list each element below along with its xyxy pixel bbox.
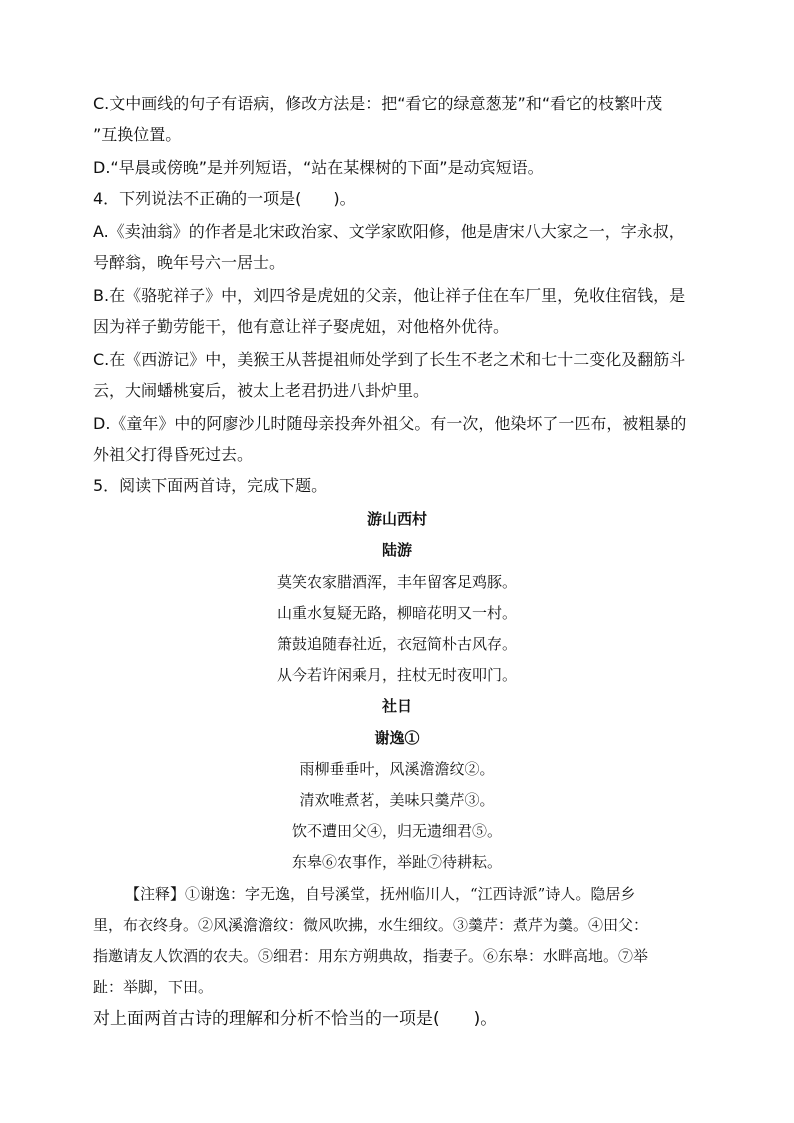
q4-option-a-line-1: A.《卖油翁》的作者是北宋政治家、文学家欧阳修，他是唐宋八大家之一，字永叔， bbox=[93, 222, 685, 241]
option-c-line-1: C.文中画线的句子有语病，修改方法是：把“看它的绿意葱茏”和“看它的枝繁叶茂 bbox=[93, 94, 663, 113]
poem-2-author: 谢逸① bbox=[374, 729, 420, 747]
option-c-line-2: ”互换位置。 bbox=[93, 125, 182, 144]
poem-1-verse: 从今若许闲乘月，拄杖无时夜叩门。 bbox=[276, 666, 517, 684]
poem-1-author: 陆游 bbox=[381, 541, 412, 559]
annotation-line-1: 【注释】①谢逸：字无逸，自号溪堂，抚州临川人，“江西诗派”诗人。隐居乡 bbox=[125, 885, 636, 903]
q4-option-d-line-1: D.《童年》中的阿廖沙儿时随母亲投奔外祖父。有一次，他染坏了一匹布，被粗暴的 bbox=[93, 414, 687, 433]
poem-1-verse: 箫鼓追随春社近，衣冠简朴古风存。 bbox=[276, 635, 517, 653]
poem-2-title: 社日 bbox=[381, 697, 412, 715]
q4-option-b-line-1: B.在《骆驼祥子》中，刘四爷是虎妞的父亲，他让祥子住在车厂里，免收住宿钱，是 bbox=[93, 286, 686, 305]
poem-2-verse: 清欢唯煮茗，美味只羹芹③。 bbox=[299, 791, 495, 809]
poem-2-verse: 东皋⑥农事作，举趾⑦待耕耘。 bbox=[291, 853, 502, 871]
option-d-line: D.“早晨或傍晚”是并列短语，“站在某棵树的下面”是动宾短语。 bbox=[93, 158, 544, 177]
question-5-stem: 5．阅读下面两首诗，完成下题。 bbox=[93, 476, 328, 495]
poem-1-verse: 莫笑农家腊酒浑，丰年留客足鸡豚。 bbox=[276, 573, 517, 591]
poem-1-verse: 山重水复疑无路，柳暗花明又一村。 bbox=[276, 604, 517, 622]
question-4-stem: 4．下列说法不正确的一项是( )。 bbox=[93, 189, 356, 208]
q4-option-b-line-2: 因为祥子勤劳能干，他有意让祥子娶虎妞，对他格外优待。 bbox=[93, 317, 510, 336]
question-5-prompt: 对上面两首古诗的理解和分析不恰当的一项是( )。 bbox=[93, 1009, 498, 1029]
poem-2-verse: 雨柳垂垂叶，风溪澹澹纹②。 bbox=[299, 760, 495, 778]
q4-option-c-line-1: C.在《西游记》中，美猴王从菩提祖师处学到了长生不老之术和七十二变化及翻筋斗 bbox=[93, 350, 686, 369]
q4-option-a-line-2: 号醉翁，晚年号六一居士。 bbox=[93, 253, 286, 272]
annotation-line-2: 里，布衣终身。②风溪澹澹纹：微风吹拂，水生细纹。③羹芹：煮芹为羹。④田父： bbox=[93, 916, 649, 934]
annotation-line-3: 指邀请友人饮酒的农夫。⑤细君：用东方朔典故，指妻子。⑥东皋：水畔高地。⑦举 bbox=[93, 947, 649, 965]
poem-2-verse: 饮不遭田父④，归无遗细君⑤。 bbox=[291, 822, 502, 840]
poem-1-title: 游山西村 bbox=[366, 510, 427, 528]
q4-option-c-line-2: 云，大闹蟠桃宴后，被太上老君扔进八卦炉里。 bbox=[93, 381, 430, 400]
annotation-line-4: 趾：举脚，下田。 bbox=[93, 978, 214, 996]
q4-option-d-line-2: 外祖父打得昏死过去。 bbox=[93, 445, 254, 464]
